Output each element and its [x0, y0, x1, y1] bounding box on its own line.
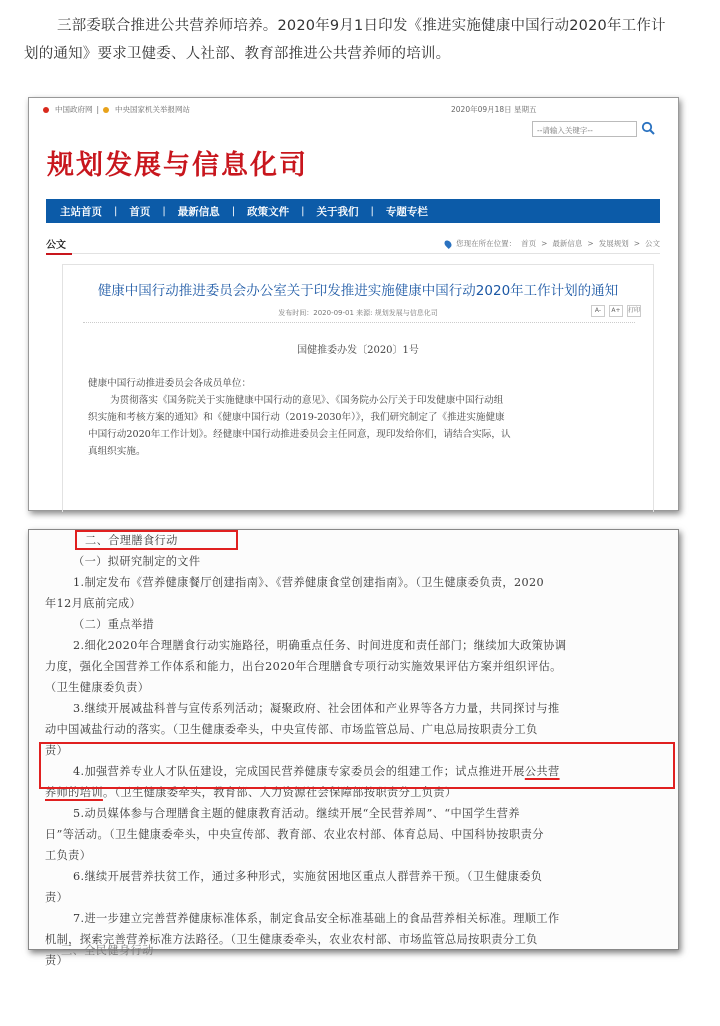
item-2-line: 力度，强化全国营养工作体系和能力，出台2020年合理膳食专项行动实施效果评估方案并组织评估。	[45, 660, 562, 673]
item-7-line: 机制，探索完善营养标准方法路径。（卫生健康委牵头，农业农村部、市场监管总局按职责分工负	[45, 933, 538, 946]
next-section-heading: 三、全民健身行动	[61, 944, 154, 957]
item-7-line: 责）	[45, 954, 69, 967]
item-4-line: 4.加强营养专业人才队伍建设，完成国民营养健康专家委员会的组建工作；试点推进开展公共营	[73, 765, 560, 778]
item-7-line: 7.进一步建立完善营养健康标准体系，制定食品安全标准基础上的食品营养相关标准。理顺工作	[73, 912, 560, 925]
item-5-line: 日”等活动。（卫生健康委牵头，中央宣传部、教育部、农业农村部、体育总局、中国科协按职责分	[45, 828, 544, 841]
print-button[interactable]: 打印	[627, 305, 641, 317]
subheading-2: （二）重点举措	[73, 618, 155, 631]
breadcrumb-item-latest[interactable]: 最新信息	[552, 239, 583, 248]
item-5-line: 5.动员媒体参与合理膳食主题的健康教育活动。继续开展“全民营养周”、“中国学生营养	[73, 807, 520, 820]
item-6-line: 责）	[45, 891, 69, 904]
link-separator: |	[96, 105, 100, 114]
font-decrease-button[interactable]: A-	[591, 305, 605, 317]
nav-policy-docs[interactable]: 政策文件	[247, 205, 290, 218]
current-date: 2020年09月18日 星期五	[451, 105, 537, 114]
item-5-line: 工负责）	[45, 849, 92, 862]
item-4-line: 养师的培训。（卫生健康委牵头，教育部、人力资源社会保障部按职责分工负责）	[45, 786, 457, 799]
document-screenshot	[28, 529, 679, 967]
breadcrumb-item-planning[interactable]: 发展规划	[598, 239, 629, 248]
article-body	[88, 375, 632, 460]
intro-paragraph	[24, 12, 704, 68]
report-logo-icon	[103, 107, 109, 113]
item-3-line: 责）	[45, 744, 69, 757]
website-screenshot	[28, 97, 679, 511]
body-line: 中国行动2020年工作计划》。经健康中国行动推进委员会主任同意，现印发给你们，请结合实际，认	[88, 429, 511, 440]
site-title: 规划发展与信息化司	[47, 150, 308, 181]
nav-special-topics[interactable]: 专题专栏	[385, 205, 428, 218]
nav-main-home[interactable]: 主站首页	[60, 205, 102, 218]
body-line: 织实施和考核方案的通知》和《健康中国行动（2019-2030年）》，我们研究制定了《推进实施健康	[88, 412, 505, 423]
nav-home[interactable]: 首页	[129, 205, 151, 218]
highlight-text: 养师的培训	[45, 786, 103, 799]
item-highlight-box	[39, 742, 675, 789]
font-increase-button[interactable]: A+	[609, 305, 623, 317]
breadcrumb-item-docs[interactable]: 公文	[645, 239, 660, 248]
nav-about-us[interactable]: 关于我们	[316, 205, 359, 218]
gov-logo-icon	[43, 107, 49, 113]
section-label: 公文	[46, 236, 66, 251]
item-6-line: 6.继续开展营养扶贫工作，通过多种形式，实施贫困地区重点人群营养干预。（卫生健康委负	[73, 870, 543, 883]
article-meta: 发布时间：2020-09-01 来源: 规划发展与信息化司	[278, 309, 438, 317]
body-line: 为贯彻落实《国务院关于实施健康中国行动的意见》、《国务院办公厅关于印发健康中国行动组	[110, 395, 504, 406]
item-1-line: 年12月底前完成）	[45, 597, 142, 610]
search-icon[interactable]	[641, 121, 655, 135]
breadcrumb-item-home[interactable]: 首页	[521, 239, 537, 248]
nav-latest-info[interactable]: 最新信息	[177, 205, 220, 218]
item-2-line: （卫生健康委负责）	[45, 681, 150, 694]
article-panel	[62, 264, 654, 512]
item-1-line: 1.制定发布《营养健康餐厅创建指南》、《营养健康食堂创建指南》。（卫生健康委负责，2020	[73, 576, 545, 589]
section-heading: 二、合理膳食行动	[85, 534, 178, 547]
item-3-line: 动中国减盐行动的落实。（卫生健康委牵头，中央宣传部、市场监管总局、广电总局按职责分工负	[45, 723, 538, 736]
intro-line-1: 三部委联合推进公共营养师培养。2020年9月1日印发《推进实施健康中国行动2020年工作计	[57, 18, 666, 34]
location-pin-icon	[443, 239, 453, 249]
gov-site-link[interactable]: 中国政府网	[55, 105, 93, 114]
breadcrumb-prefix: 您现在所在位置：	[456, 239, 517, 248]
intro-line-2: 划的通知》要求卫健委、人社部、教育部推进公共营养师的培训。	[24, 46, 451, 62]
document-number: 国健推委办发〔2020〕1号	[297, 345, 419, 356]
highlight-text: 公共营	[524, 765, 560, 778]
top-bar	[29, 98, 678, 118]
article-tools	[591, 305, 641, 317]
search-input[interactable]: --请输入关键字--	[532, 121, 637, 137]
salutation: 健康中国行动推进委员会各成员单位：	[88, 378, 252, 389]
divider	[83, 322, 635, 323]
item-3-line: 3.继续开展减盐科普与宣传系列活动；凝聚政府、社会团体和产业界等各方力量，共同探讨与推	[73, 702, 560, 715]
main-nav: 主站首页 | 首页 | 最新信息 | 政策文件 | 关于我们 | 专题专栏	[46, 199, 660, 223]
section-header	[46, 232, 660, 254]
article-title: 健康中国行动推进委员会办公室关于印发推进实施健康中国行动2020年工作计划的通知	[97, 283, 619, 299]
body-line: 真组织实施。	[88, 446, 146, 457]
report-site-link[interactable]: 中央国家机关举报网站	[115, 105, 191, 114]
subheading-1: （一）拟研究制定的文件	[73, 555, 201, 568]
item-2-line: 2.细化2020年合理膳食行动实施路径，明确重点任务、时间进度和责任部门；继续加大政策协调	[73, 639, 567, 652]
heading-highlight-box	[75, 530, 238, 550]
breadcrumb: 您现在所在位置： 首页 > 最新信息 > 发展规划 > 公文	[445, 238, 660, 249]
